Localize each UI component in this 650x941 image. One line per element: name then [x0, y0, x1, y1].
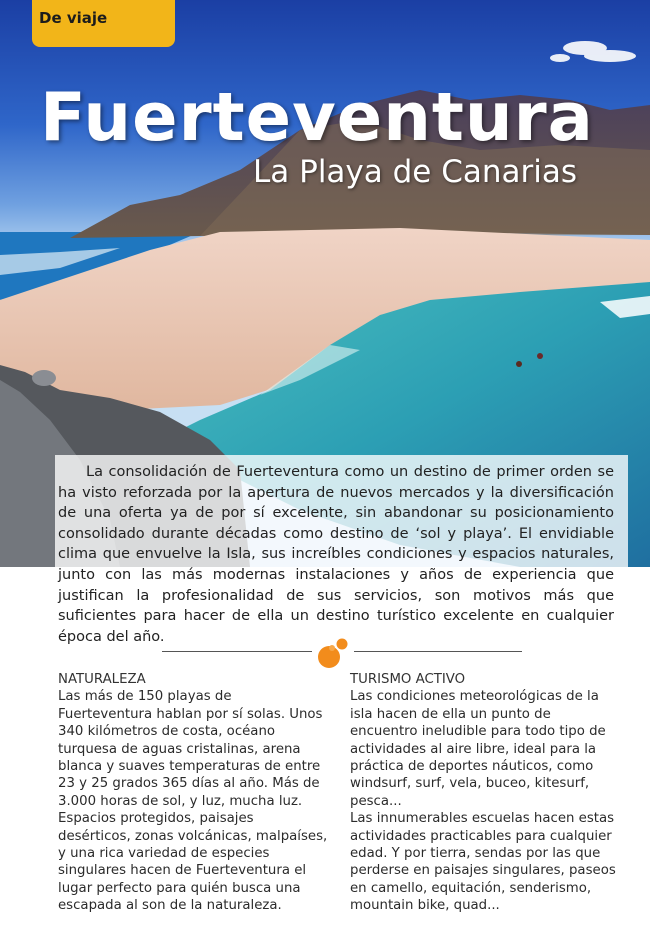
- column-paragraph: Las más de 150 playas de Fuerteventura hablan por sí solas. Unos 340 kilómetros de costa, océano turquesa de aguas cristalinas, arena blanca y suaves temperaturas de entre 23 y 25 grados 365 días al año. Más de 3.000 horas de sol, y luz, mucha luz. Espacios protegidos, paisajes desérticos, zonas volcánicas, malpaíses, y una rica variedad de especies singulares hacen de Fuerteventura el lugar perfecto para quién busca una escapada al son de la naturaleza.: [58, 689, 328, 914]
- column-paragraph: Las condiciones meteorológicas de la isla hacen de ella un punto de encuentro ineludible para todo tipo de actividades al aire libre, ideal para la práctica de deportes náuticos, como windsurf, surf, vela, buceo, kitesurf, pesca...: [350, 689, 606, 809]
- column-heading: NATURALEZA: [58, 672, 146, 687]
- orange-dots-ornament: [316, 636, 350, 670]
- column-naturaleza: [58, 671, 328, 915]
- column-paragraph: Las innumerables escuelas hacen estas actividades practicables para cualquier edad. Y por tierra, sendas por las que perderse en paisajes singulares, paseos en camello, equitación, senderismo, mountain bike, quad...: [350, 811, 616, 914]
- column-heading: TURISMO ACTIVO: [350, 672, 466, 687]
- divider-right: [354, 651, 522, 652]
- section-tag-label: De viaje: [39, 9, 108, 27]
- page-title: Fuerteventura: [40, 78, 594, 156]
- page-subtitle: La Playa de Canarias: [253, 154, 578, 190]
- divider-left: [162, 651, 312, 652]
- section-tag: [32, 0, 175, 47]
- column-turismo-activo: [350, 671, 620, 915]
- intro-paragraph: La consolidación de Fuerteventura como un destino de primer orden se ha visto reforzada por la apertura de nuevos mercados y la diversificación de una oferta ya de por sí excelente, sin abandonar su posicionamiento consolidado durante décadas como destino de ‘sol y playa’. El envidiable clima que envuelve la Isla, sus increíbles condiciones y espacios naturales, junto con las más modernas instalaciones y años de experiencia que justifican la profesionalidad de sus servicios, son motivos más que suficientes para hacer de ella un destino turístico excelente en cualquier época del año.: [58, 464, 614, 645]
